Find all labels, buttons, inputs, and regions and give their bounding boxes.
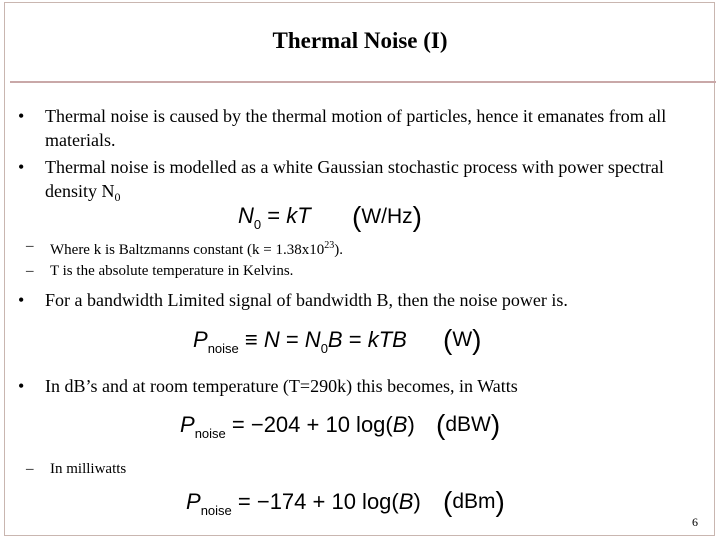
bullet-dot: • — [18, 376, 25, 396]
bullet-2-main: Thermal noise is modelled as a white Gaussian stochastic process with power spectral density N — [45, 157, 664, 201]
slide-title: Thermal Noise (I) — [272, 28, 448, 53]
k-text-b: ). — [334, 242, 343, 258]
bullet-1-text: Thermal noise is caused by the thermal motion of particles, hence it emanates from all materials. — [45, 106, 667, 150]
power-unit-text: W — [452, 328, 473, 351]
dbw-unit-text: dBW — [445, 413, 491, 436]
subbullet-dash: – — [26, 461, 34, 477]
dbm-unit-text: dBm — [452, 490, 496, 513]
subbullet-k-text — [50, 234, 343, 262]
psd-equation: $N_0$ = kT — [238, 203, 311, 232]
bullet-3-text: For a bandwidth Limited signal of bandwidth B, then the noise power is. — [45, 290, 568, 310]
bullet-1 — [18, 104, 698, 152]
psd-unit-text: W/Hz — [361, 205, 413, 228]
bullet-dot: • — [18, 157, 25, 177]
dbm-equation: $P_{noise} = -174 + 10$ log(B) — [186, 489, 421, 518]
subbullet-k — [26, 234, 343, 262]
k-exponent: 23 — [324, 240, 335, 251]
bullet-dot: • — [18, 106, 25, 126]
subbullet-mw — [26, 457, 126, 481]
subbullet-t-text: T is the absolute temperature in Kelvins. — [50, 263, 294, 279]
noise-power-equation: $P_{noise} \equiv N = N_0B$ = kTB — [193, 327, 407, 356]
dbm-unit: (dBm) — [443, 486, 505, 517]
psd-unit: (W/Hz) — [352, 201, 422, 232]
title-divider — [10, 81, 716, 83]
k-text-a: Where k is Baltzmanns constant (k = 1.38x10 — [50, 242, 325, 258]
dbm-constant: −174 — [256, 489, 307, 514]
page-number: 6 — [692, 515, 698, 529]
bullet-4 — [18, 374, 698, 398]
dbw-equation: $P_{noise} = -204 + 10$ log(B) — [180, 412, 415, 441]
power-unit: (W) — [443, 324, 482, 355]
subbullet-dash: – — [26, 238, 34, 254]
subbullet-t — [26, 259, 293, 283]
bullet-4-text: In dB’s and at room temperature (T=290k) this becomes, in Watts — [45, 376, 518, 396]
bullet-3 — [18, 288, 698, 312]
dbw-constant: −204 — [250, 412, 301, 437]
bullet-2-subscript: 0 — [114, 190, 121, 204]
subbullet-dash: – — [26, 263, 34, 279]
dbw-unit: (dBW) — [436, 409, 501, 440]
bullet-dot: • — [18, 290, 25, 310]
subbullet-mw-text: In milliwatts — [50, 461, 127, 477]
